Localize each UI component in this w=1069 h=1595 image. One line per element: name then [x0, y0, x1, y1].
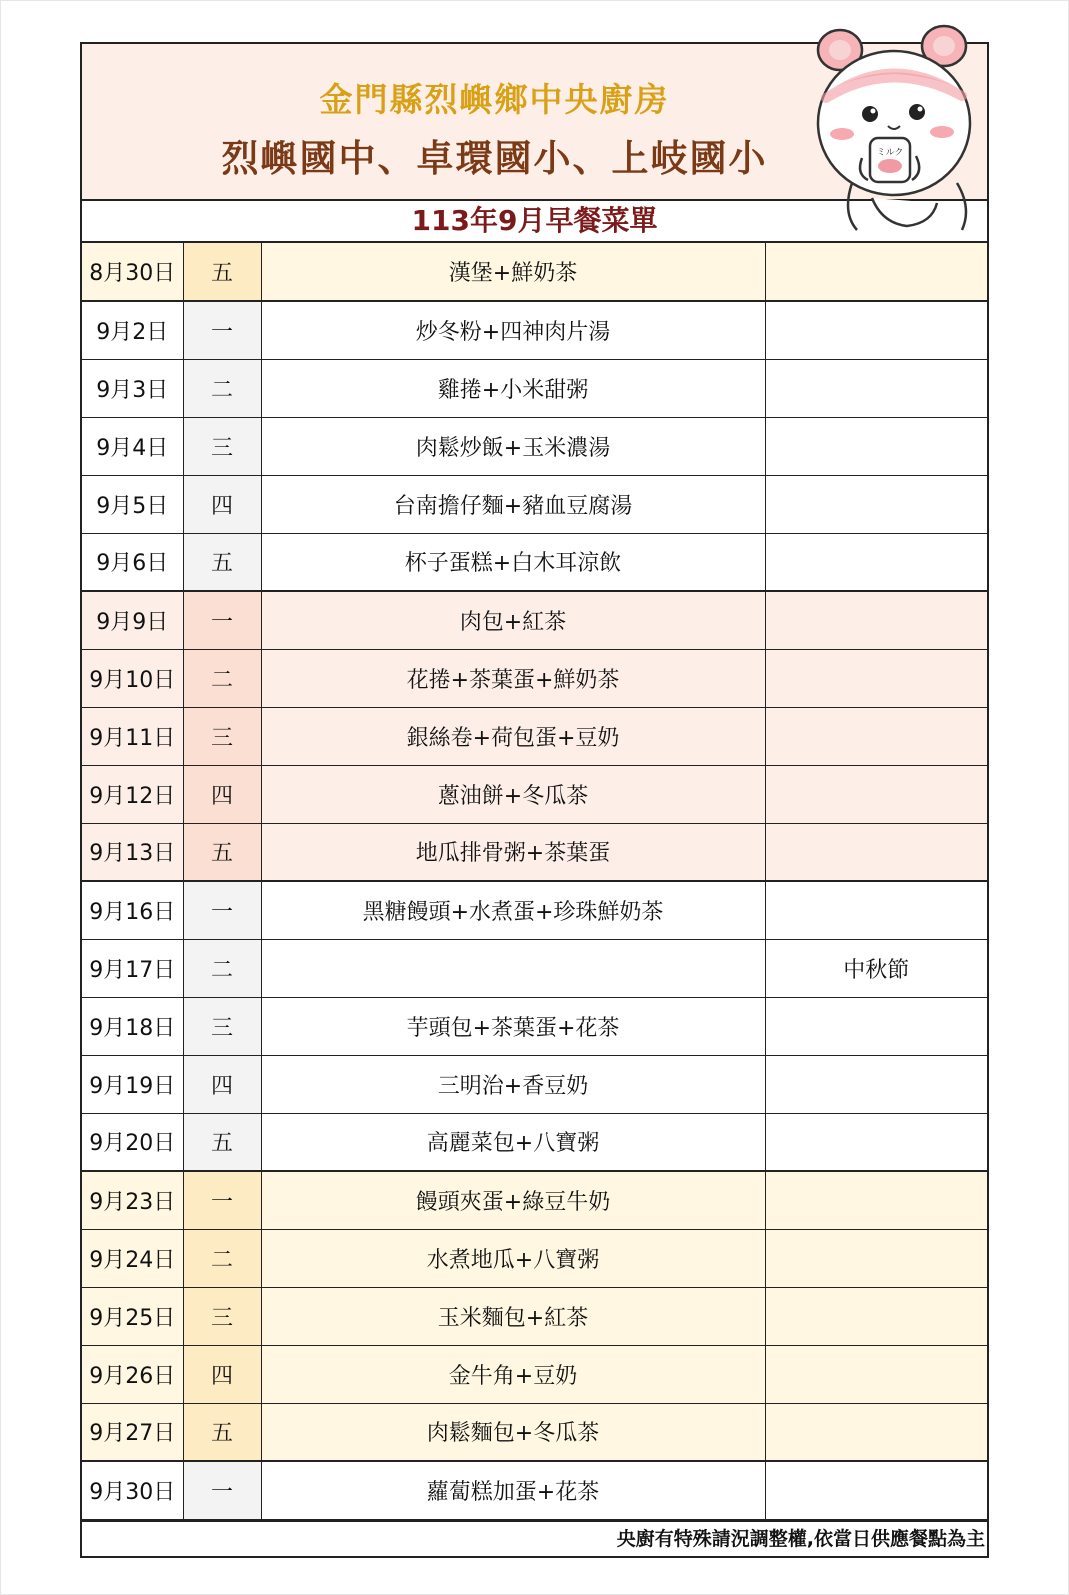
day-cell: 五 [183, 533, 261, 591]
note-cell [765, 1229, 987, 1287]
table-row [82, 881, 987, 939]
date-cell: 9月13日 [82, 823, 183, 881]
day-cell: 五 [183, 243, 261, 301]
menu-cell: 肉包+紅茶 [261, 591, 765, 649]
table-row [82, 533, 987, 591]
day-cell: 五 [183, 1113, 261, 1171]
day-cell: 二 [183, 359, 261, 417]
date-cell: 9月19日 [82, 1055, 183, 1113]
note-cell [765, 997, 987, 1055]
menu-cell: 三明治+香豆奶 [261, 1055, 765, 1113]
date-cell: 9月24日 [82, 1229, 183, 1287]
table-row [82, 765, 987, 823]
menu-cell: 水煮地瓜+八寶粥 [261, 1229, 765, 1287]
note-cell [765, 649, 987, 707]
table-row [82, 823, 987, 881]
table-row [82, 417, 987, 475]
day-cell: 一 [183, 1171, 261, 1229]
menu-cell: 銀絲卷+荷包蛋+豆奶 [261, 707, 765, 765]
cup-label: ミルク [876, 148, 904, 158]
date-cell: 9月5日 [82, 475, 183, 533]
table-row [82, 1461, 987, 1519]
note-cell [765, 591, 987, 649]
note-cell [765, 475, 987, 533]
table-row [82, 939, 987, 997]
menu-cell: 地瓜排骨粥+茶葉蛋 [261, 823, 765, 881]
day-cell: 一 [183, 1461, 261, 1519]
date-cell: 9月12日 [82, 765, 183, 823]
note-cell [765, 359, 987, 417]
menu-cell: 饅頭夾蛋+綠豆牛奶 [261, 1171, 765, 1229]
table-row [82, 243, 987, 301]
menu-cell: 蔥油餅+冬瓜茶 [261, 765, 765, 823]
menu-table [82, 243, 987, 1520]
menu-cell: 芋頭包+茶葉蛋+花茶 [261, 997, 765, 1055]
note-cell [765, 1113, 987, 1171]
date-cell: 9月18日 [82, 997, 183, 1055]
note-cell [765, 1461, 987, 1519]
menu-cell: 台南擔仔麵+豬血豆腐湯 [261, 475, 765, 533]
menu-cell: 黑糖饅頭+水煮蛋+珍珠鮮奶茶 [261, 881, 765, 939]
table-row [82, 359, 987, 417]
table-row [82, 649, 987, 707]
date-cell: 9月26日 [82, 1345, 183, 1403]
day-cell: 三 [183, 707, 261, 765]
date-cell: 9月3日 [82, 359, 183, 417]
note-cell [765, 881, 987, 939]
day-cell: 二 [183, 1229, 261, 1287]
table-row [82, 1403, 987, 1461]
note-cell [765, 1171, 987, 1229]
note-cell [765, 243, 987, 301]
footer-note: 央廚有特殊請況調整權,依當日供應餐點為主 [82, 1520, 987, 1556]
date-cell: 9月6日 [82, 533, 183, 591]
note-cell [765, 417, 987, 475]
note-cell [765, 823, 987, 881]
date-cell: 9月20日 [82, 1113, 183, 1171]
table-row [82, 1287, 987, 1345]
note-cell [765, 1055, 987, 1113]
day-cell: 一 [183, 301, 261, 359]
menu-sheet [80, 42, 989, 1558]
menu-cell: 金牛角+豆奶 [261, 1345, 765, 1403]
pink-hamster-mascot-icon [812, 18, 992, 233]
note-cell: 中秋節 [765, 939, 987, 997]
note-cell [765, 707, 987, 765]
date-cell: 9月11日 [82, 707, 183, 765]
menu-cell: 杯子蛋糕+白木耳涼飲 [261, 533, 765, 591]
date-cell: 9月27日 [82, 1403, 183, 1461]
note-cell [765, 765, 987, 823]
date-cell: 9月25日 [82, 1287, 183, 1345]
day-cell: 三 [183, 1287, 261, 1345]
note-cell [765, 1403, 987, 1461]
date-cell: 9月17日 [82, 939, 183, 997]
date-cell: 9月4日 [82, 417, 183, 475]
day-cell: 四 [183, 1345, 261, 1403]
date-cell: 9月10日 [82, 649, 183, 707]
day-cell: 二 [183, 939, 261, 997]
menu-table-body [82, 243, 987, 1519]
menu-cell: 雞捲+小米甜粥 [261, 359, 765, 417]
table-row [82, 591, 987, 649]
menu-cell: 蘿蔔糕加蛋+花茶 [261, 1461, 765, 1519]
note-cell [765, 1287, 987, 1345]
menu-cell: 肉鬆麵包+冬瓜茶 [261, 1403, 765, 1461]
date-cell: 9月16日 [82, 881, 183, 939]
menu-cell: 高麗菜包+八寶粥 [261, 1113, 765, 1171]
day-cell: 三 [183, 417, 261, 475]
day-cell: 四 [183, 475, 261, 533]
kitchen-name: 金門縣烈嶼鄉中央廚房 [319, 80, 670, 119]
menu-cell [261, 939, 765, 997]
table-row [82, 1171, 987, 1229]
table-row [82, 1055, 987, 1113]
table-row [82, 301, 987, 359]
menu-cell: 花捲+茶葉蛋+鮮奶茶 [261, 649, 765, 707]
menu-cell: 肉鬆炒飯+玉米濃湯 [261, 417, 765, 475]
day-cell: 四 [183, 765, 261, 823]
school-names: 烈嶼國中、卓環國小、上岐國小 [221, 137, 768, 180]
table-row [82, 1113, 987, 1171]
menu-cell: 玉米麵包+紅茶 [261, 1287, 765, 1345]
day-cell: 一 [183, 591, 261, 649]
menu-cell: 炒冬粉+四神肉片湯 [261, 301, 765, 359]
day-cell: 一 [183, 881, 261, 939]
table-row [82, 707, 987, 765]
table-row [82, 997, 987, 1055]
day-cell: 三 [183, 997, 261, 1055]
note-cell [765, 301, 987, 359]
note-cell [765, 1345, 987, 1403]
menu-title: 113年9月早餐菜單 [82, 201, 987, 243]
date-cell: 9月30日 [82, 1461, 183, 1519]
table-row [82, 475, 987, 533]
table-row [82, 1229, 987, 1287]
table-row [82, 1345, 987, 1403]
date-cell: 8月30日 [82, 243, 183, 301]
day-cell: 五 [183, 1403, 261, 1461]
day-cell: 五 [183, 823, 261, 881]
date-cell: 9月2日 [82, 301, 183, 359]
day-cell: 四 [183, 1055, 261, 1113]
date-cell: 9月23日 [82, 1171, 183, 1229]
note-cell [765, 533, 987, 591]
date-cell: 9月9日 [82, 591, 183, 649]
menu-cell: 漢堡+鮮奶茶 [261, 243, 765, 301]
day-cell: 二 [183, 649, 261, 707]
